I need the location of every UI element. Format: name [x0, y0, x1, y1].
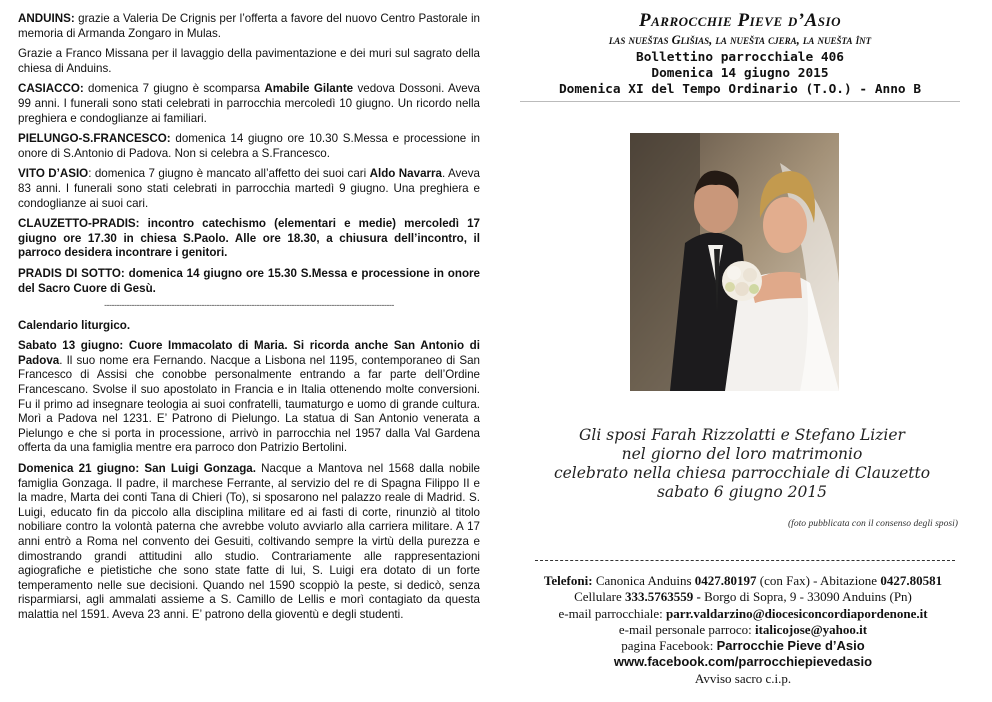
wedding-photo — [630, 133, 839, 391]
masthead-divider — [520, 101, 960, 102]
notice-pradis-di-sotto: PRADIS DI SOTTO: domenica 14 giugno ore 15.30 S.Messa e processione in onore del Sacro Cuore di Gesù. — [18, 266, 480, 295]
section-separator: -------------------------------------------------------------------------------------------------------------------- — [104, 300, 394, 311]
page-title: Parrocchie Pieve d’Asio — [639, 10, 841, 31]
masthead — [505, 10, 975, 102]
photo-credit: (foto pubblicata con il consenso degli sposi) — [787, 518, 958, 529]
calendar-entry-13: Sabato 13 giugno: Cuore Immacolato di Maria. Si ricorda anche San Antonio di Padova. Il suo nome era Fernando. Nacque a Lisbona nel 1195, contemporaneo di San Francesco di Assisi che conobbe personalmente entrando a far parte dell’Ordine Francescano. Svolse il suo apostolato in Francia e in Italia ottenendo molte conversioni. Fu il primo ad insegnare teologia ai suoi confratelli, taumaturgo e uomo di grande cultura. Morì a Padova nel 1231. E’ Patrono di Pielungo. La statua di San Antonio venerata a Pielungo e che si porta in processione, arrivò in parrocchia nel 1957 dalla Val Gardena offerta da una famiglia mentre era parroco don Patrizio Bertolini. — [18, 339, 480, 455]
bulletin-number: Bollettino parrocchiale 406 — [635, 50, 845, 65]
email-priest-link[interactable]: italicojose@yahoo.it — [754, 621, 868, 637]
photo-caption — [512, 426, 972, 502]
calendar-title: Calendario liturgico. — [18, 318, 131, 332]
notice-head: ANDUINS: — [18, 12, 75, 25]
mobile-line: Cellulare 333.5763559 - Borgo di Sopra, 9 - 33090 Anduins (Pn) — [574, 589, 912, 605]
liturgical-sunday: Domenica XI del Tempo Ordinario (T.O.) - Anno B — [558, 82, 922, 97]
caption-line-4: sabato 6 giugno 2015 — [656, 483, 828, 501]
calendar-entry-21: Domenica 21 giugno: San Luigi Gonzaga. Nacque a Mantova nel 1568 dalla nobile famiglia Gonzaga. Il padre, il marchese Ferrante, al servizio del re di Spagna Filippo II e la madre, Marta dei conti Tana di Chieri (To), si sposarono nel palazzo reale di Madrid. S. Luigi, educato fin da piccolo alla disciplina militare ed ai fasti di corte, rinunziò al titolo nobiliare contro la volontà paterna che avrebbe voluto avviarlo alla carriera militare. A 17 anni entrò a Roma nel convento dei Gesuiti, coltivando sempre la virtù della purezza e dimostrando grandi attitudini allo studio. Contrariamente alle rappresentazioni agiografiche e pietistiche che sono state fatte di lui, S. Luigi era dotato di un forte temperamento nelle sue decisioni. Quando nel 1590 scoppiò la peste, si dedicò, senza risparmiarsi, agli ammalati assieme a S. Camillo de Lellis e morì contagiato da questa malattia nel 1591. Aveva 23 anni. E’ patrono della gioventù e degli studenti. — [18, 462, 480, 621]
email-priest-line: e-mail personale parroco: italicojose@yahoo.it — [618, 621, 868, 637]
motto: las nueštas Glišias, la nuešta cjera, la nuešta înt — [608, 33, 872, 47]
caption-line-3: celebrato nella chiesa parrocchiale di Clauzetto — [553, 464, 931, 482]
contacts-block — [518, 573, 968, 687]
notice-pielungo: PIELUNGO-S.FRANCESCO: domenica 14 giugno ore 10.30 S.Messa e processione in onore di S.Antonio di Padova. Non si celebra a S.Francesco. — [18, 132, 480, 160]
wedding-photo-image — [630, 133, 839, 391]
notice-clauzetto-pradis: CLAUZETTO-PRADIS: incontro catechismo (elementari e medie) mercoledì 17 giugno ore 17.30 in chiesa S.Paolo. Alle ore 18.30, a chiusura dell’incontro, il parroco desidera incontrare i genitori. — [18, 217, 480, 260]
bulletin-date: Domenica 14 giugno 2015 — [651, 66, 829, 81]
notice-vito-dasio: VITO D’ASIO: domenica 7 giugno è mancato all’affetto dei suoi cari Aldo Navarra. Aveva 83 anni. I funerali sono stati celebrati in parrocchia martedì 9 giugno. Una preghiera e condoglianze ai suoi cari. — [18, 167, 480, 210]
facebook-url[interactable]: www.facebook.com/parrocchiepievedasio — [613, 654, 873, 670]
phone-line: Telefoni: Canonica Anduins 0427.80197 (con Fax) - Abitazione 0427.80581 — [543, 573, 943, 588]
left-column — [18, 12, 480, 629]
caption-line-1: Gli sposi Farah Rizzolatti e Stefano Lizier — [579, 426, 905, 444]
facebook-line: pagina Facebook: Parrocchie Pieve d’Asio — [621, 638, 865, 654]
footer-note: Avviso sacro c.i.p. — [694, 670, 792, 686]
contacts-divider — [535, 560, 955, 561]
notice-anduins-thanks: Grazie a Franco Missana per il lavaggio della pavimentazione e dei muri sul sagrato della chiesa di Anduins. — [18, 47, 480, 75]
caption-line-2: nel giorno del loro matrimonio — [621, 445, 863, 463]
facebook-page-name: Parrocchie Pieve d’Asio — [716, 638, 865, 654]
notice-casiacco: CASIACCO: domenica 7 giugno è scomparsa Amabile Gilante vedova Dossoni. Aveva 99 anni. I funerali sono stati celebrati in parrocchia mercoledì 10 giugno. Un ricordo nella preghiera e condoglianze ai familiari. — [18, 82, 480, 125]
notice-anduins: ANDUINS: grazie a Valeria De Crignis per l’offerta a favore del nuovo Centro Pastorale in memoria di Armanda Zongaro in Mulas. — [18, 12, 480, 40]
email-parish-link[interactable]: parr.valdarzino@diocesiconcordiapordenone.it — [666, 605, 928, 621]
email-parish-line: e-mail parrocchiale: parr.valdarzino@diocesiconcordiapordenone.it — [558, 605, 928, 621]
